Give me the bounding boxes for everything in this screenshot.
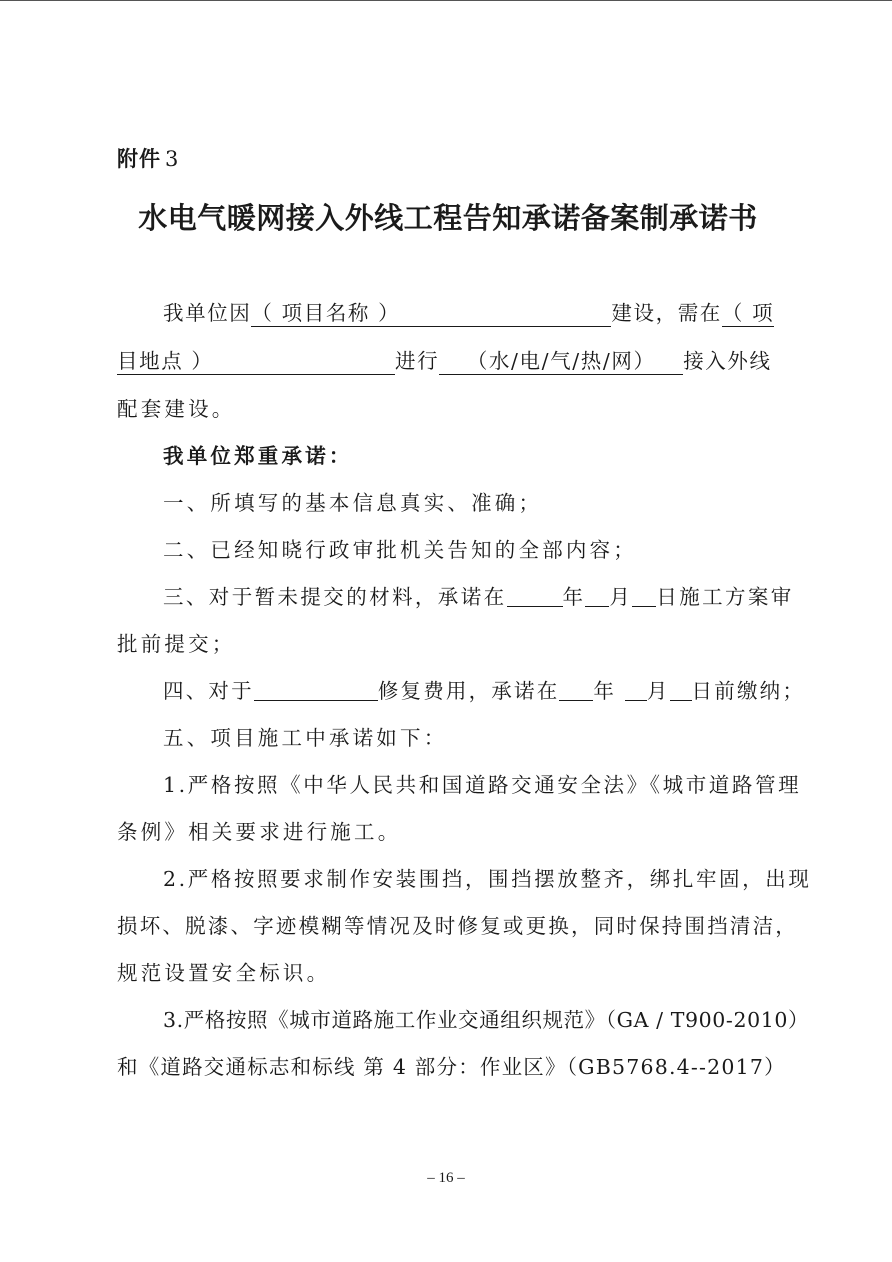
intro-text-c: 进行 <box>395 349 440 373</box>
pay-year-blank <box>559 680 593 702</box>
intro-text-a: 我单位因 <box>163 301 252 325</box>
pledge-item-4-text-c: 日前缴纳； <box>691 679 806 703</box>
sub-item-1: 1.严格按照《中华人民共和国道路交通安全法》《城市道路管理 <box>163 773 802 797</box>
pay-month-blank <box>625 680 647 702</box>
intro-line-2 <box>117 344 779 375</box>
pledge-item-1: 一、所填写的基本信息真实、准确； <box>163 491 543 515</box>
pledge-item-4 <box>117 674 825 704</box>
sub-item-2-end: 规范设置安全标识。 <box>117 961 331 985</box>
pledge-item-2: 二、已经知晓行政审批机关告知的全部内容； <box>163 538 637 562</box>
sub-item-2-continued: 损坏、脱漆、字迹模糊等情况及时修复或更换，同时保持围挡清洁， <box>117 914 798 938</box>
pay-day-blank <box>670 680 692 702</box>
pledge-item-3-text-b: 日施工方案审 <box>656 585 794 609</box>
utility-type-field: （水/电/气/热/网） <box>439 350 683 375</box>
document-title: 水电气暖网接入外线工程告知承诺备案制承诺书 <box>138 201 758 235</box>
sub-item-3-continued: 和《道路交通标志和标线 第 4 部分：作业区》（GB5768.4--2017） <box>117 1055 786 1079</box>
year-label: 年 <box>593 679 617 703</box>
pledge-item-3-text-a: 三、对于暂未提交的材料，承诺在 <box>163 585 507 609</box>
pledge-item-3-continued: 批前提交； <box>117 632 236 656</box>
pledge-item-4-text-b: 修复费用，承诺在 <box>377 679 560 703</box>
sub-item-3: 3.严格按照《城市道路施工作业交通组织规范》（GA / T900-2010） <box>163 1008 810 1032</box>
intro-text-d: 接入外线 <box>683 349 772 373</box>
sub-item-2: 2.严格按照要求制作安装围挡，围挡摆放整齐，绑扎牢固，出现 <box>163 867 812 891</box>
year-label: 年 <box>562 585 586 609</box>
intro-line-1 <box>117 296 825 327</box>
intro-line-3: 配套建设。 <box>117 397 236 421</box>
project-location-field-a: （ 项 <box>721 301 775 325</box>
submit-year-blank <box>507 586 563 608</box>
month-label: 月 <box>609 585 633 609</box>
pledge-item-3 <box>117 580 825 610</box>
month-label: 月 <box>646 679 670 703</box>
intro-text-b: 建设，需在 <box>611 301 722 325</box>
pledge-item-4-text-a: 四、对于 <box>163 679 254 703</box>
sub-item-1-continued: 条例》相关要求进行施工。 <box>117 820 402 844</box>
submit-day-blank <box>632 586 656 608</box>
attachment-label <box>117 143 179 173</box>
page-number: – 16 – <box>427 1170 465 1186</box>
repair-fee-blank <box>254 680 378 702</box>
pledge-item-5: 五、项目施工中承诺如下： <box>163 726 448 750</box>
submit-month-blank <box>585 586 609 608</box>
attachment-number: 3 <box>165 147 180 171</box>
project-name-field: （ 项目名称 ） <box>251 302 611 327</box>
attachment-text: 附件 <box>117 146 161 171</box>
top-border-line <box>0 0 892 1</box>
project-location-field-b: 目地点 ） <box>117 350 395 375</box>
pledge-heading: 我单位郑重承诺： <box>163 444 353 468</box>
